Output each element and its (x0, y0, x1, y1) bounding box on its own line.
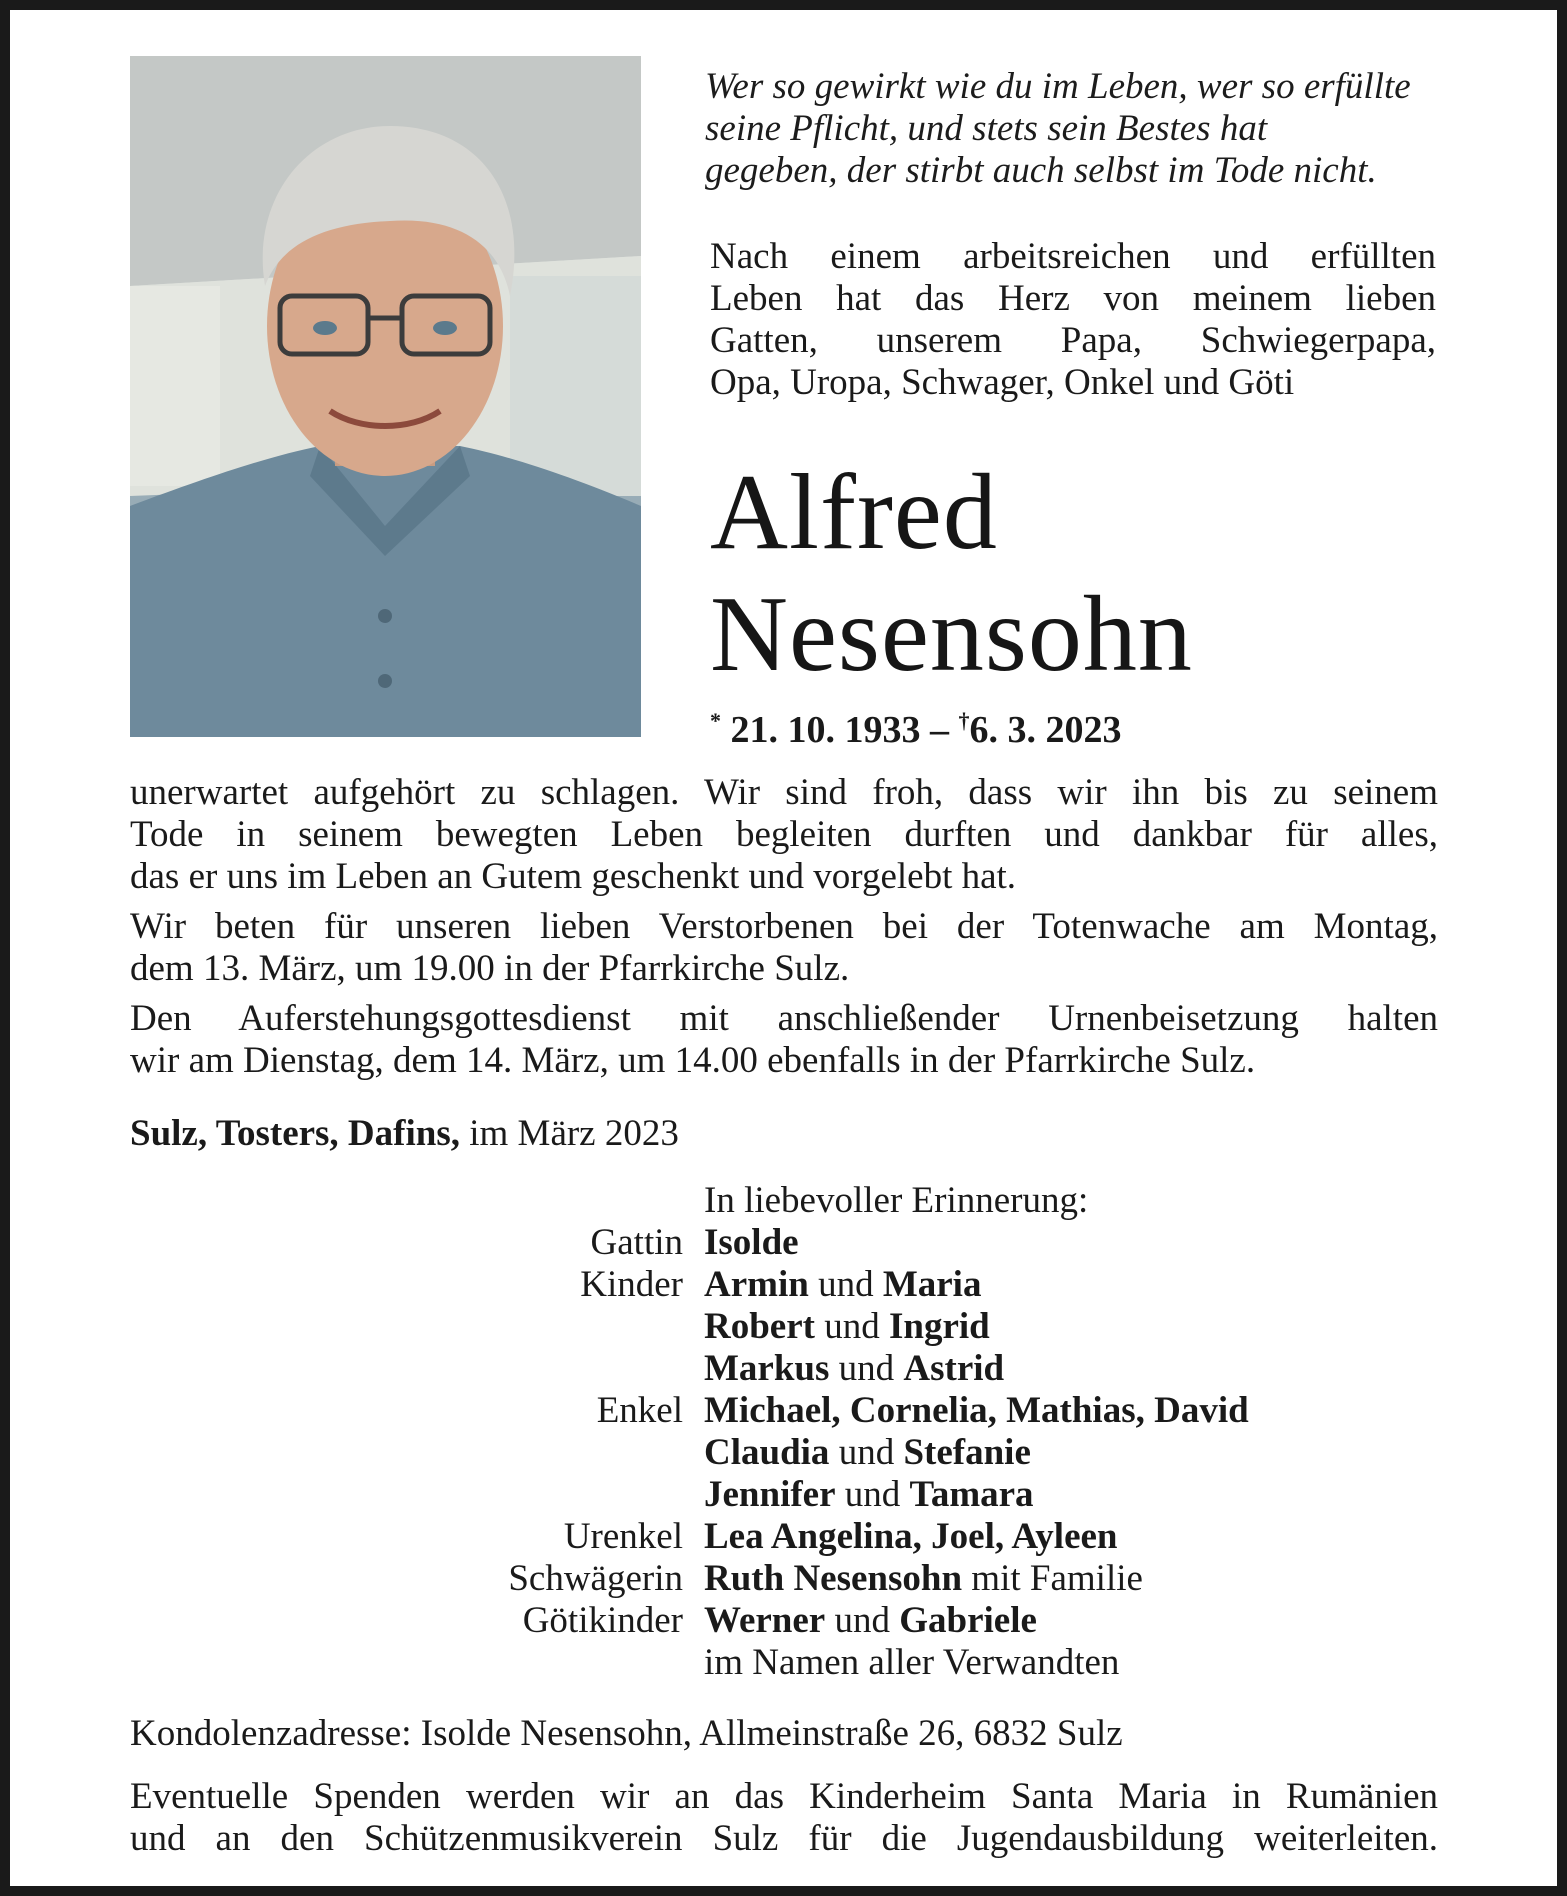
family-list (440, 1180, 1440, 1684)
birth-date: 21. 10. 1933 (730, 709, 921, 751)
body-line: Den Auferstehungsgottesdienst mit anschließender Urnenbeisetzung halten (130, 998, 1438, 1039)
paragraph (130, 772, 1438, 898)
paragraph (130, 998, 1438, 1082)
family-row (440, 1474, 1440, 1516)
family-name: Tamara (909, 1474, 1034, 1515)
family-name: Claudia (704, 1432, 830, 1473)
last-name: Nesensohn (710, 575, 1193, 694)
family-name: Robert (704, 1306, 815, 1347)
family-name: Stefanie (903, 1432, 1031, 1473)
family-name: Ruth Nesensohn (704, 1558, 963, 1599)
conjunction: und (814, 1306, 889, 1347)
relation-label: Schwägerin (508, 1558, 683, 1599)
family-row (440, 1432, 1440, 1474)
body-line: Wir beten für unseren lieben Verstorbenen bei der Totenwache am Montag, (130, 906, 1438, 947)
death-symbol: † (958, 708, 970, 733)
date-separator: – (930, 709, 949, 751)
family-name: Michael, Cornelia, Mathias, David (704, 1390, 1249, 1431)
family-name: Astrid (903, 1348, 1005, 1389)
conjunction: und (829, 1348, 904, 1389)
conjunction: und (835, 1474, 910, 1515)
life-dates (710, 696, 1122, 755)
body-line: das er uns im Leben an Gutem geschenkt und vorgelebt hat. (130, 856, 1017, 897)
conjunction: und (808, 1264, 883, 1305)
intro-line: Gatten, unserem Papa, Schwiegerpapa, (710, 320, 1436, 361)
body-line: dem 13. März, um 19.00 in der Pfarrkirche Sulz. (130, 948, 850, 989)
family-name: Maria (882, 1264, 982, 1305)
family-name: Markus (704, 1348, 830, 1389)
family-row (440, 1264, 1440, 1306)
family-row (440, 1306, 1440, 1348)
death-date: 6. 3. 2023 (969, 709, 1122, 751)
relation-label: Götikinder (522, 1600, 683, 1641)
month-year: im März 2023 (459, 1113, 679, 1154)
epitaph-quote (705, 66, 1445, 192)
body-line: wir am Dienstag, dem 14. März, um 14.00 ebenfalls in der Pfarrkirche Sulz. (130, 1040, 1256, 1081)
relation-label: Gattin (590, 1222, 683, 1263)
family-name: Isolde (704, 1222, 799, 1263)
deceased-name (710, 452, 1193, 696)
body-line: unerwartet aufgehört zu schlagen. Wir sind froh, dass wir ihn bis zu seinem (130, 772, 1438, 813)
family-name: Ingrid (888, 1306, 990, 1347)
family-name: Werner (704, 1600, 826, 1641)
birth-symbol: * (710, 708, 721, 733)
conjunction: und (825, 1600, 900, 1641)
family-row (440, 1558, 1440, 1600)
portrait-photo (130, 56, 641, 737)
quote-line: gegeben, der stirbt auch selbst im Tode nicht. (705, 150, 1377, 191)
family-suffix: mit Familie (962, 1558, 1143, 1599)
obituary-body (130, 772, 1438, 1090)
intro-text (710, 236, 1436, 404)
family-row (440, 1348, 1440, 1390)
relation-label: Enkel (596, 1390, 683, 1431)
body-line: Tode in seinem bewegten Leben begleiten durften und dankbar für alles, (130, 814, 1438, 855)
place-date-line (130, 1112, 679, 1156)
family-name: Armin (704, 1264, 809, 1305)
family-row (440, 1390, 1440, 1432)
portrait-illustration (130, 56, 641, 737)
family-name: Jennifer (704, 1474, 836, 1515)
condolence-address: Kondolenzadresse: Isolde Nesensohn, Allmeinstraße 26, 6832 Sulz (130, 1713, 1123, 1754)
donation-line: Eventuelle Spenden werden wir an das Kinderheim Santa Maria in Rumänien (130, 1776, 1438, 1817)
quote-line: Wer so gewirkt wie du im Leben, wer so erfüllte (705, 66, 1411, 107)
family-row (440, 1642, 1440, 1684)
donation-note (130, 1776, 1438, 1860)
family-name: Lea Angelina, Joel, Ayleen (704, 1516, 1118, 1557)
relation-label: Urenkel (563, 1516, 683, 1557)
relation-label: Kinder (580, 1264, 683, 1305)
family-row (440, 1222, 1440, 1264)
first-name: Alfred (710, 453, 998, 572)
family-closing: im Namen aller Verwandten (704, 1642, 1120, 1683)
intro-line: Nach einem arbeitsreichen und erfüllten (710, 236, 1436, 277)
paragraph (130, 906, 1438, 990)
donation-line: und an den Schützenmusikverein Sulz für die Jugendausbildung weiterleiten. (130, 1818, 1438, 1859)
family-name: Gabriele (899, 1600, 1037, 1641)
intro-line: Leben hat das Herz von meinem lieben (710, 278, 1436, 319)
family-heading: In liebevoller Erinnerung: (704, 1180, 1089, 1221)
family-row (440, 1516, 1440, 1558)
intro-line: Opa, Uropa, Schwager, Onkel und Göti (710, 362, 1295, 403)
quote-line: seine Pflicht, und stets sein Bestes hat (705, 108, 1268, 149)
conjunction: und (829, 1432, 904, 1473)
family-row (440, 1600, 1440, 1642)
places: Sulz, Tosters, Dafins, (130, 1113, 460, 1154)
